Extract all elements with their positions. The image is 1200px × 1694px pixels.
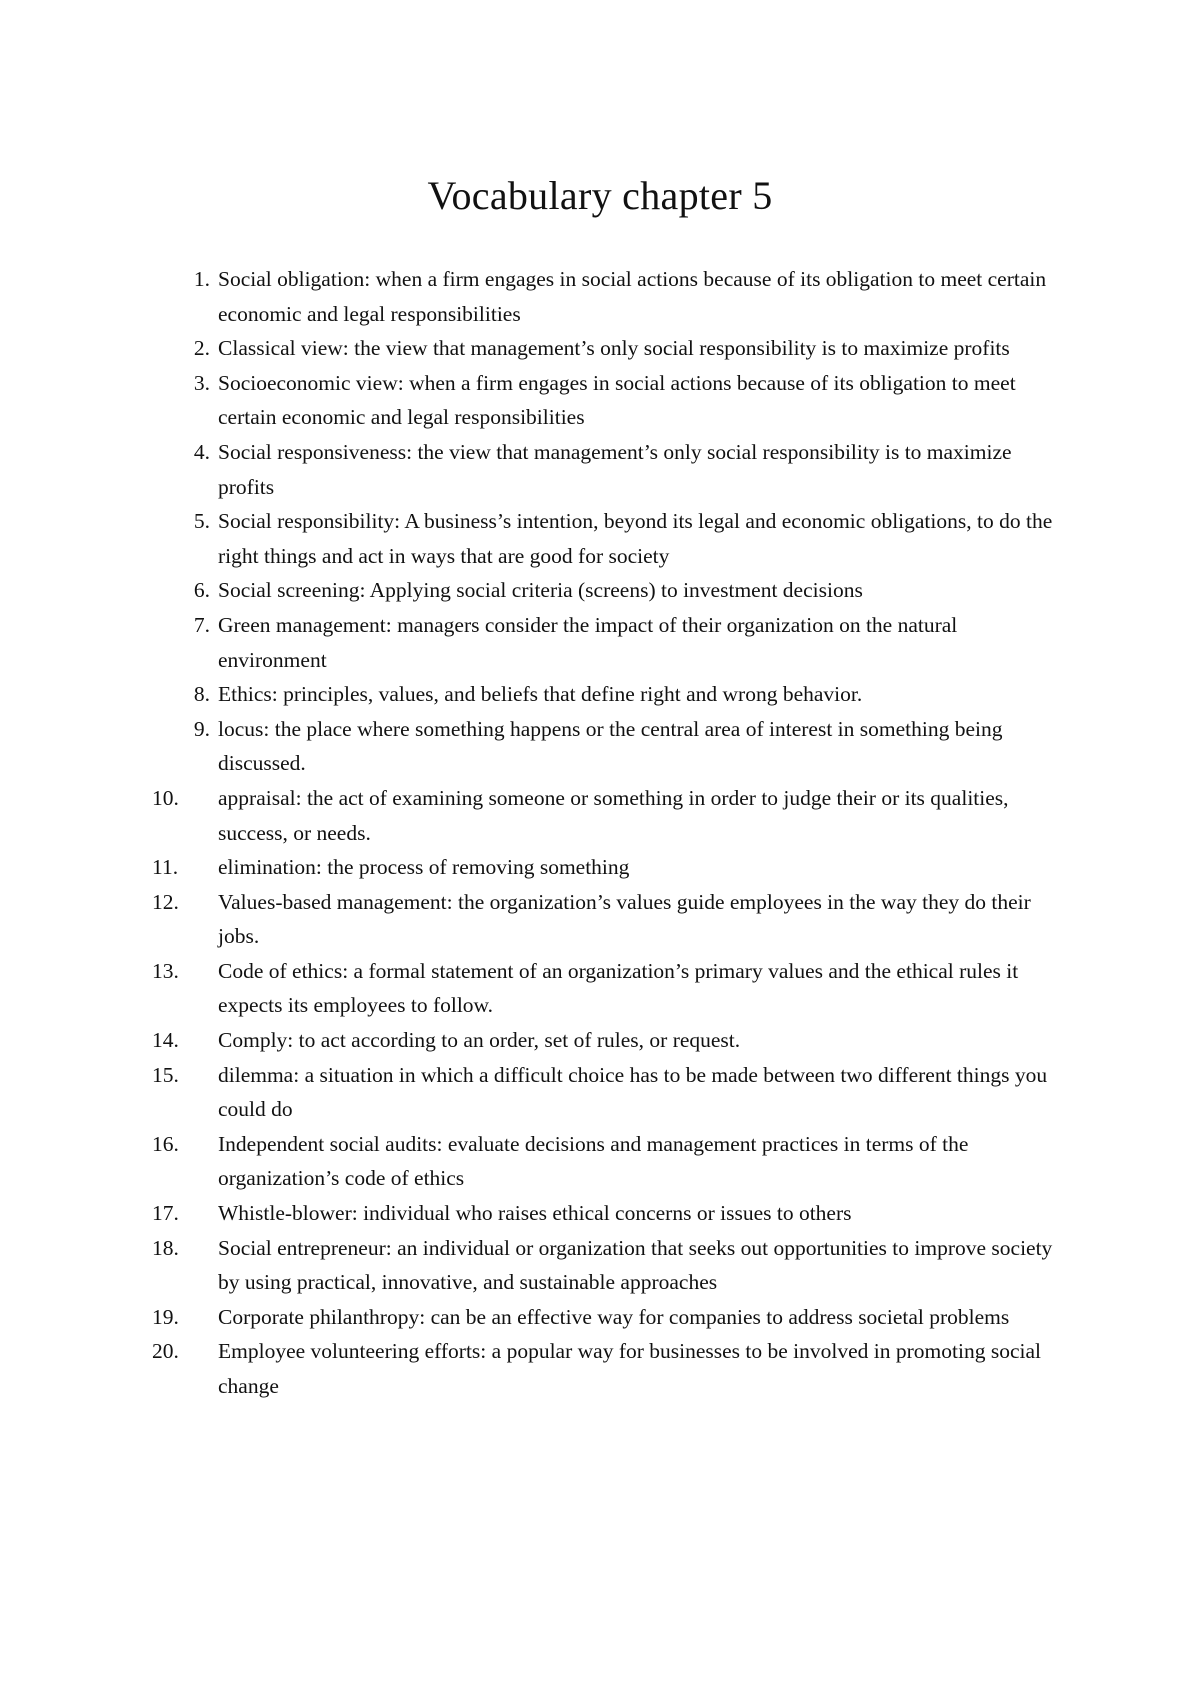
vocab-item-number: 18.	[152, 1235, 179, 1260]
vocab-item	[152, 1127, 1060, 1196]
vocab-item	[160, 677, 1060, 712]
vocab-item-text: Independent social audits: evaluate decisions and management practices in terms of the organization’s code of ethics	[218, 1131, 969, 1191]
vocab-item-number: 16.	[152, 1131, 179, 1156]
vocab-item-text: Social entrepreneur: an individual or organization that seeks out opportunities to improve society by using practical, innovative, and sustainable approaches	[218, 1235, 1053, 1295]
vocab-item	[160, 608, 1060, 677]
vocab-item-text: dilemma: a situation in which a difficult choice has to be made between two different things you could do	[218, 1062, 1048, 1122]
vocab-item	[152, 1023, 1060, 1058]
vocab-item	[152, 1196, 1060, 1231]
vocab-item	[152, 781, 1060, 850]
vocab-item	[152, 850, 1060, 885]
vocab-item-text: Social obligation: when a firm engages in social actions because of its obligation to meet certain economic and legal responsibilities	[218, 267, 1047, 326]
vocab-item-text: Values-based management: the organization’s values guide employees in the way they do their jobs.	[218, 889, 1031, 949]
vocab-item-text: Ethics: principles, values, and beliefs that define right and wrong behavior.	[218, 682, 863, 707]
vocab-item-number: 13.	[152, 958, 179, 983]
vocab-item-text: Socioeconomic view: when a firm engages in social actions because of its obligation to meet certain economic and legal responsibilities	[218, 370, 1016, 430]
vocab-item-number: 14.	[152, 1028, 179, 1053]
vocab-item	[152, 885, 1060, 954]
vocab-item	[152, 1231, 1060, 1300]
vocab-item-text: Social responsibility: A business’s intention, beyond its legal and economic obligations, to do the right things and act in ways that are good for society	[218, 509, 1053, 568]
vocab-item-number: 3.	[193, 370, 210, 395]
vocab-item	[160, 366, 1060, 435]
vocab-item-number: 9.	[193, 716, 210, 741]
vocab-item-text: Social responsiveness: the view that management’s only social responsibility is to maximize profits	[218, 439, 1012, 499]
vocab-item-number: 15.	[152, 1062, 179, 1087]
vocab-item-text: Green management: managers consider the impact of their organization on the natural environment	[218, 612, 958, 672]
vocab-item	[160, 435, 1060, 504]
vocab-item-number: 17.	[152, 1201, 179, 1226]
vocab-item	[160, 712, 1060, 781]
vocab-item-text: appraisal: the act of examining someone or something in order to judge their or its qualities, success, or needs.	[218, 785, 1009, 845]
vocab-item-number: 20.	[152, 1339, 179, 1364]
vocab-item-text: elimination: the process of removing something	[218, 855, 630, 880]
vocab-item-text: Comply: to act according to an order, set of rules, or request.	[218, 1028, 741, 1053]
vocab-item-text: Employee volunteering efforts: a popular way for businesses to be involved in promoting social change	[218, 1339, 1041, 1398]
vocab-item	[152, 1300, 1060, 1335]
vocab-item-text: Classical view: the view that management’s only social responsibility is to maximize profits	[218, 336, 1010, 361]
vocab-item-number: 8.	[193, 682, 210, 707]
vocab-item-number: 10.	[152, 785, 179, 810]
vocab-item-number: 11.	[152, 855, 179, 880]
vocab-item-number: 5.	[193, 509, 210, 534]
page-title: Vocabulary chapter 5	[427, 173, 773, 218]
vocab-item-number: 12.	[152, 889, 179, 914]
vocab-item-number: 7.	[193, 612, 210, 637]
vocab-item	[152, 1334, 1060, 1403]
vocab-item	[160, 331, 1060, 366]
vocab-item-number: 4.	[193, 439, 210, 464]
vocab-item	[160, 262, 1060, 331]
vocab-item	[160, 573, 1060, 608]
vocab-item-number: 6.	[193, 578, 210, 603]
vocab-item-number: 19.	[152, 1304, 179, 1329]
vocab-item-number: 2.	[193, 336, 210, 361]
vocab-item-text: Social screening: Applying social criteria (screens) to investment decisions	[218, 578, 863, 603]
vocab-item-text: Code of ethics: a formal statement of an organization’s primary values and the ethical rules it expects its employees to follow.	[218, 958, 1019, 1018]
vocab-item-text: Corporate philanthropy: can be an effective way for companies to address societal problems	[218, 1304, 1010, 1329]
vocab-item	[152, 954, 1060, 1023]
vocab-item-text: Whistle-blower: individual who raises ethical concerns or issues to others	[218, 1201, 852, 1226]
vocabulary-list	[152, 262, 1060, 1404]
vocab-item	[160, 504, 1060, 573]
vocab-item-text: locus: the place where something happens or the central area of interest in something being discussed.	[218, 716, 1003, 776]
vocab-item-number: 1.	[193, 267, 210, 291]
vocab-item	[152, 1058, 1060, 1127]
